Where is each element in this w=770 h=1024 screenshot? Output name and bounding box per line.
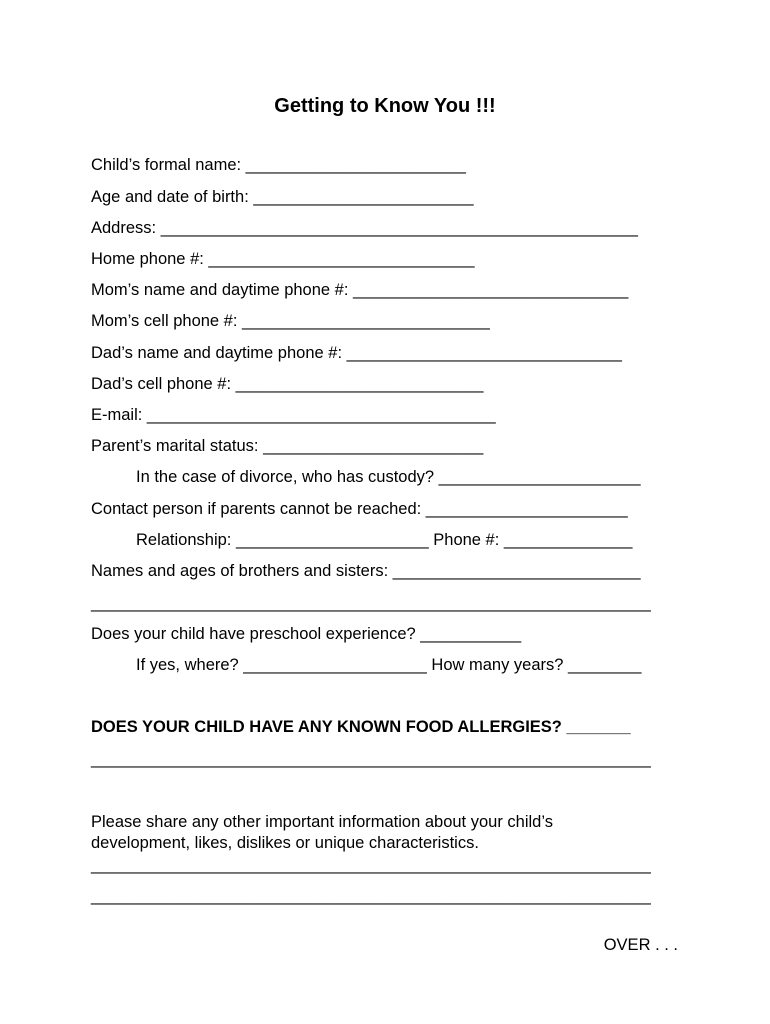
page-title: Getting to Know You !!! <box>274 95 496 117</box>
dad-name-phone-field[interactable]: Dad’s name and daytime phone #: ______________________________ <box>91 344 622 362</box>
dad-cell-field[interactable]: Dad’s cell phone #: ___________________________ <box>91 375 484 393</box>
mom-cell-field[interactable]: Mom’s cell phone #: ___________________________ <box>91 312 490 330</box>
custody-field[interactable]: In the case of divorce, who has custody? ______________________ <box>136 468 641 486</box>
relationship-phone-field[interactable]: Relationship: _____________________ Phone #: ______________ <box>136 531 633 549</box>
allergies-line[interactable]: _____________________________________________________________ <box>91 750 651 768</box>
email-field[interactable]: E-mail: ______________________________________ <box>91 406 496 424</box>
address-field[interactable]: Address: ____________________________________________________ <box>91 219 638 237</box>
age-dob-field[interactable]: Age and date of birth: ________________________ <box>91 188 474 206</box>
home-phone-field[interactable]: Home phone #: _____________________________ <box>91 250 475 268</box>
child-name-field[interactable]: Child’s formal name: ________________________ <box>91 156 466 174</box>
siblings-field[interactable]: Names and ages of brothers and sisters: ___________________________ <box>91 562 641 580</box>
mom-name-phone-field[interactable]: Mom’s name and daytime phone #: ______________________________ <box>91 281 629 299</box>
marital-status-field[interactable]: Parent’s marital status: ________________________ <box>91 437 484 455</box>
other-info-line-1[interactable]: _____________________________________________________________ <box>91 856 651 874</box>
contact-person-field[interactable]: Contact person if parents cannot be reached: ______________________ <box>91 500 628 518</box>
siblings-line[interactable]: _____________________________________________________________ <box>91 594 651 612</box>
allergies-field[interactable]: DOES YOUR CHILD HAVE ANY KNOWN FOOD ALLERGIES? _______ <box>91 718 631 736</box>
preschool-field[interactable]: Does your child have preschool experience? ___________ <box>91 625 522 643</box>
other-info-line-2[interactable]: _____________________________________________________________ <box>91 887 651 905</box>
preschool-where-field[interactable]: If yes, where? ____________________ How many years? ________ <box>136 656 642 674</box>
over-note: OVER . . . <box>603 936 678 954</box>
other-info-prompt: Please share any other important information about your child’s development, likes, dislikes or unique characteristics. <box>91 813 553 852</box>
